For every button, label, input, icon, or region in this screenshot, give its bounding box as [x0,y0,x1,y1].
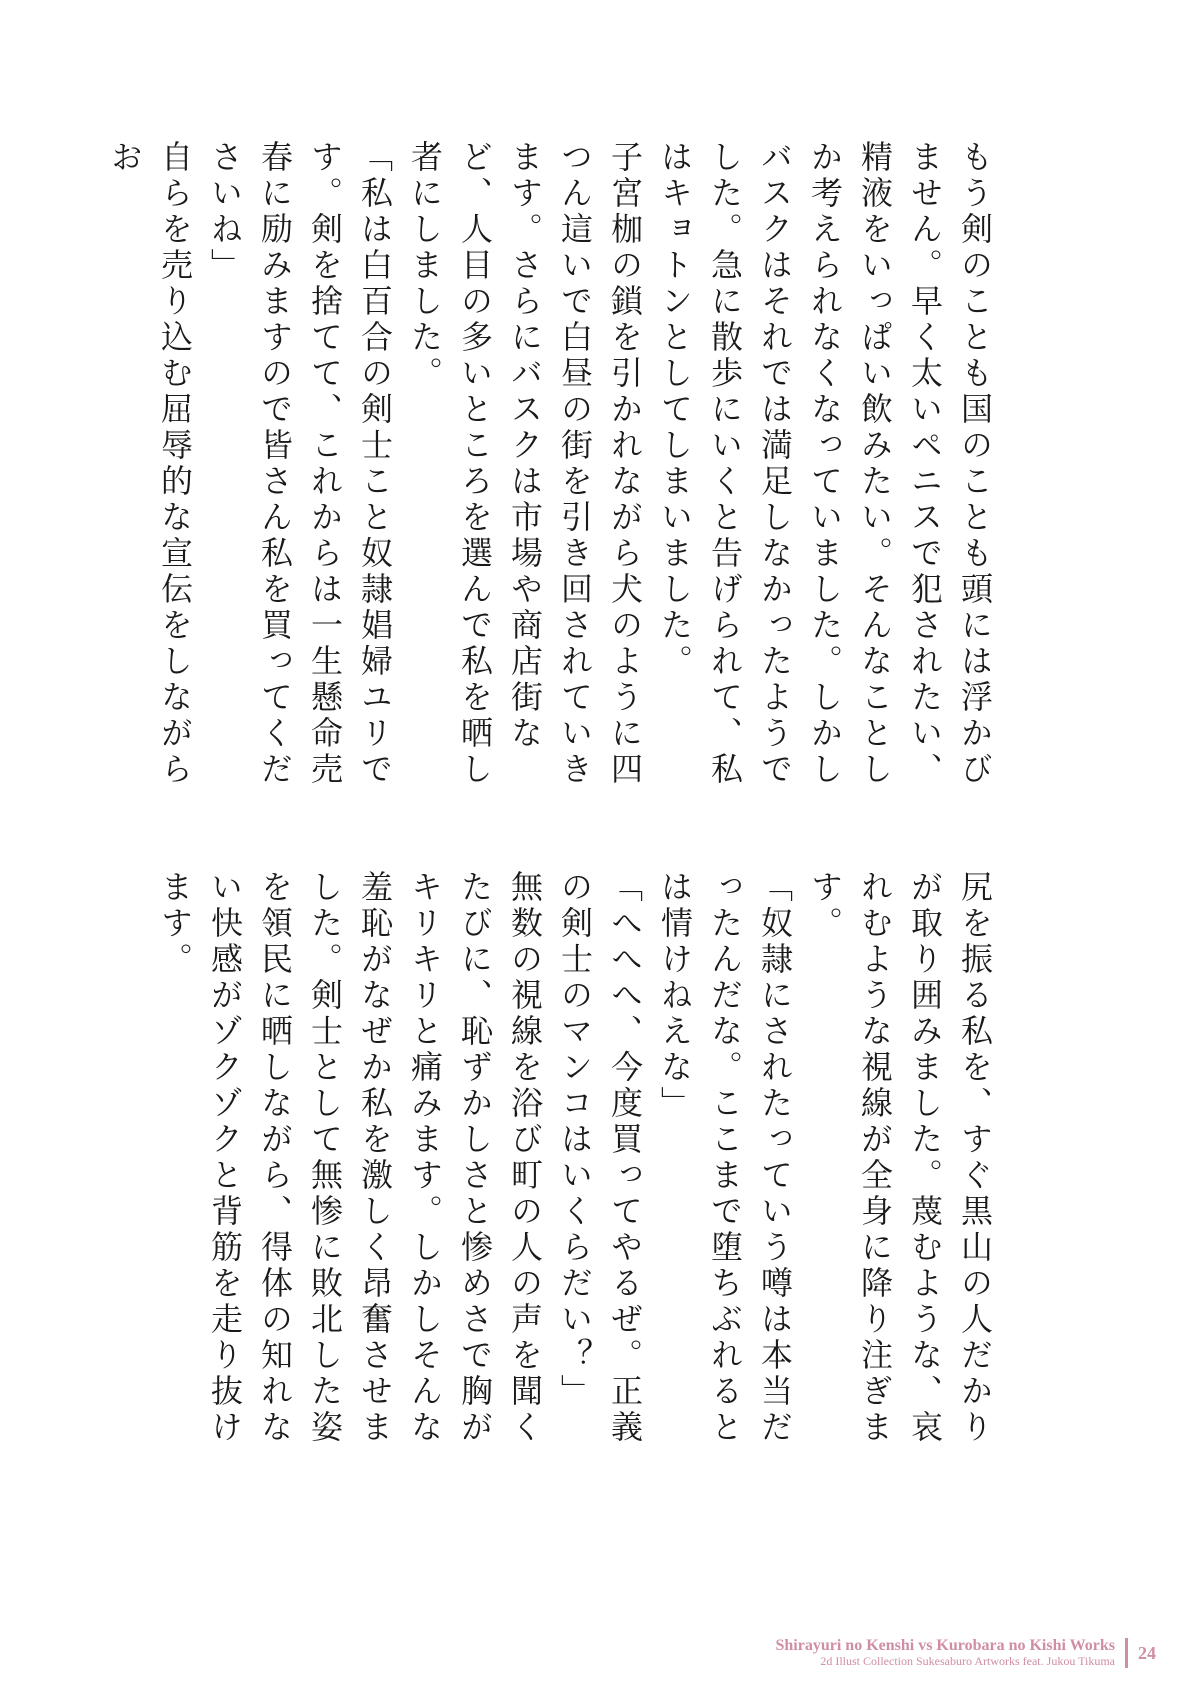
paragraph: 尻を振る私を、すぐ黒山の人だかりが取り囲みました。蔑むような、哀れむような視線が全身に降り注ぎます。 [806,870,994,1446]
text-block-lower [156,870,1000,1470]
paragraph: 「へへへ、今度買ってやるぜ。正義の剣士のマンコはいくらだい？」 [556,870,644,1446]
paragraph: 自らを売り込む屈辱的な宣伝をしながらお [106,140,194,788]
footer-divider [1125,1638,1128,1668]
footer-titles [776,1638,1116,1667]
paragraph: 無数の視線を浴び町の人の声を聞くたびに、恥ずかしさと惨めさで胸がキリキリと痛みます。しかしそんな羞恥がなぜか私を激しく昂奮させました。剣士として無惨に敗北した姿を領民に晒しながら、得体の知れない快感がゾクゾクと背筋を走り抜けます。 [156,870,544,1446]
paragraph: 「私は白百合の剣士こと奴隷娼婦ユリです。剣を捨てて、これからは一生懸命売春に励みますので皆さん私を買ってくださいね」 [206,140,394,788]
page-footer [776,1638,1157,1668]
text-block-upper [106,140,1000,820]
page-number: 24 [1138,1642,1156,1663]
paragraph: 「奴隷にされたっていう噂は本当だったんだな。ここまで堕ちぶれるとは情けねえな」 [656,870,794,1446]
footer-title: Shirayuri no Kenshi vs Kurobara no Kishi Works [775,1637,1115,1655]
paragraph: もう剣のことも国のことも頭には浮かびません。早く太いペニスで犯されたい、精液をいっぱい飲みたい。そんなことしか考えられなくなっていました。しかしバスクはそれでは満足しなかったようでした。急に散歩にいくと告げられて、私はキョトンとしてしまいました。 [656,140,994,788]
footer-subtitle: 2d Illust Collection Sukesaburo Artworks feat. Jukou Tikuma [820,1654,1115,1669]
paragraph: 子宮枷の鎖を引かれながら犬のように四つん這いで白昼の街を引き回されていきます。さらにバスクは市場や商店街など、人目の多いところを選んで私を晒し者にしました。 [406,140,644,788]
